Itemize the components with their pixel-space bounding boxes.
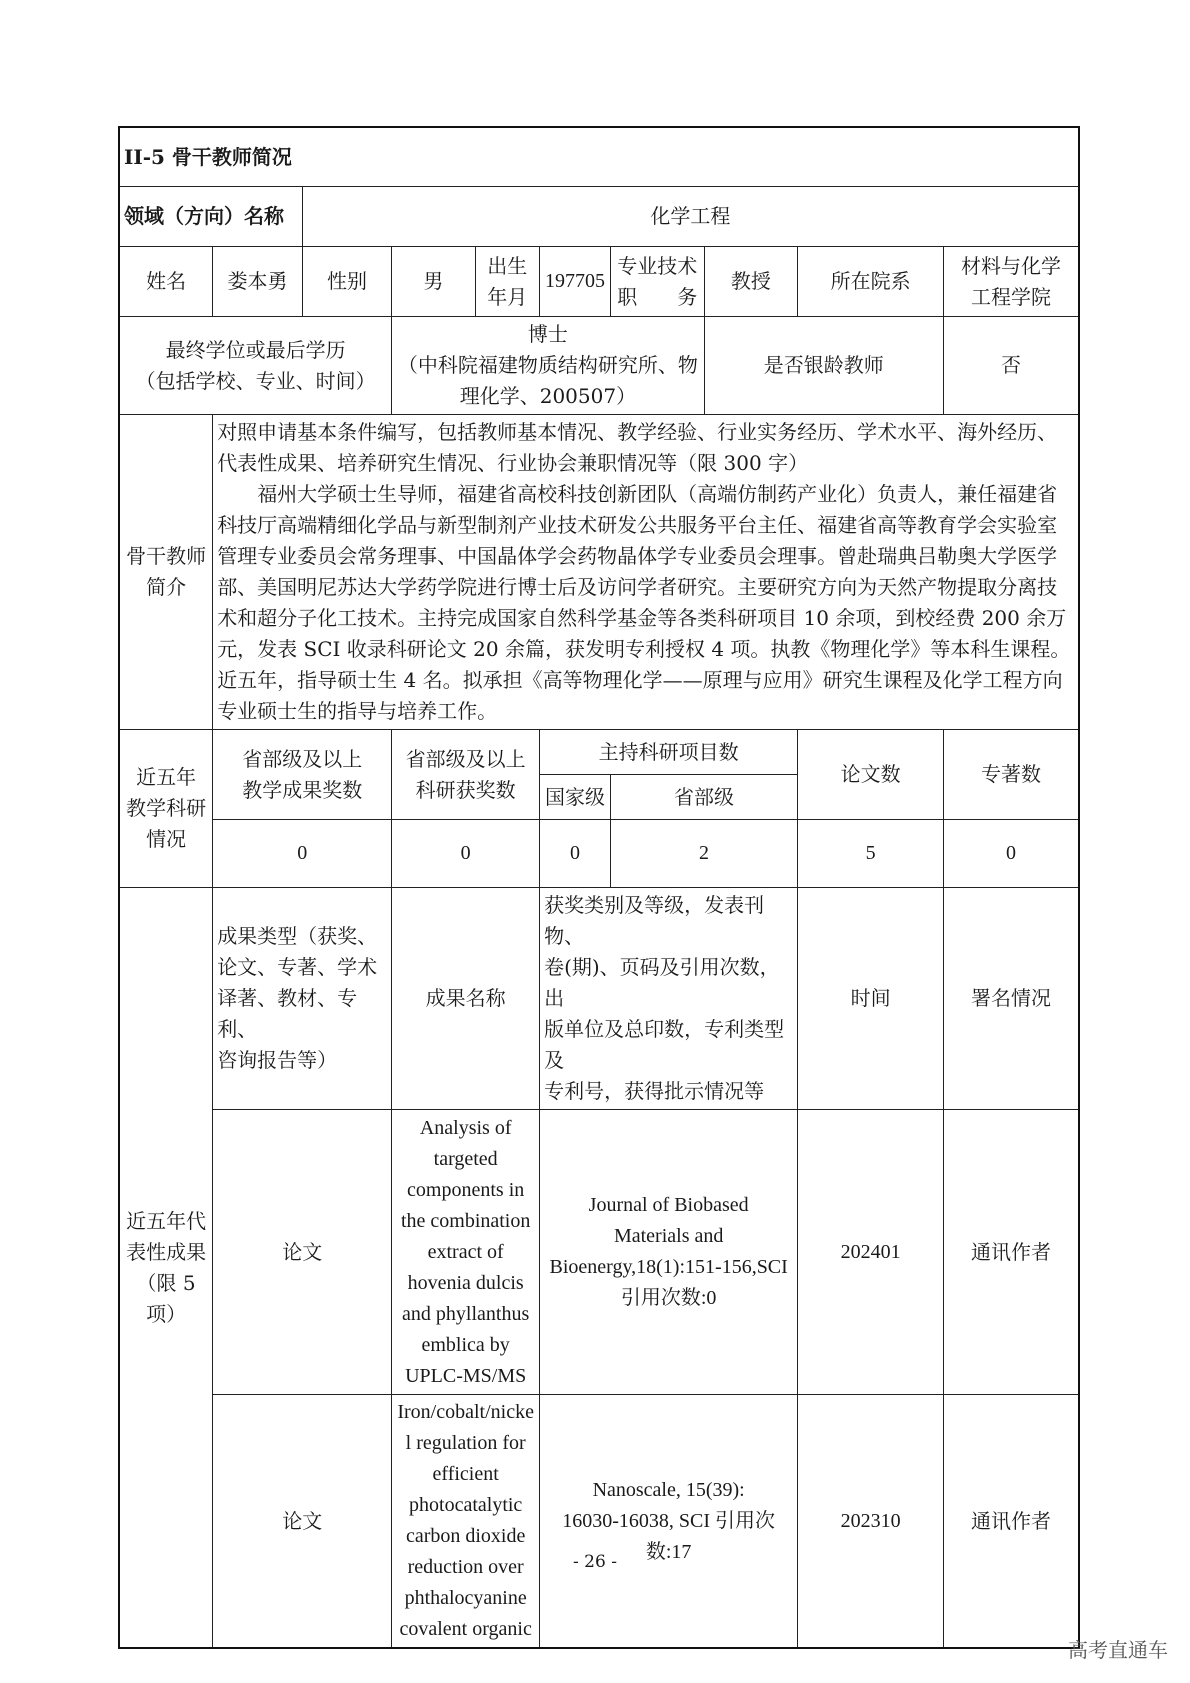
watermark: 高考直通车 bbox=[1068, 1638, 1168, 1662]
achievements-label: 近五年代 表性成果 （限 5 项） bbox=[119, 888, 213, 1649]
achievement-name: Iron/cobalt/nicke l regulation for efficient photocatalytic carbon dioxide reduction over phthalocyanine covalent organic bbox=[392, 1395, 540, 1649]
degree-label: 最终学位或最后学历 （包括学校、专业、时间） bbox=[119, 317, 392, 415]
intro-instruction: 对照申请基本条件编写，包括教师基本情况、教学经验、行业实务经历、学术水平、海外经历、代表性成果、培养研究生情况、行业协会兼职情况等（限 300 字） bbox=[217, 420, 1058, 475]
name-value: 娄本勇 bbox=[213, 247, 303, 317]
gender-label: 性别 bbox=[302, 247, 392, 317]
achievement-time: 202310 bbox=[798, 1395, 944, 1649]
achievement-type: 论文 bbox=[213, 1395, 392, 1649]
degree-row bbox=[119, 317, 1079, 415]
silver-teacher-label: 是否银龄教师 bbox=[704, 317, 943, 415]
teach-award-value: 0 bbox=[213, 820, 392, 888]
research-award-label: 省部级及以上 科研获奖数 bbox=[392, 730, 540, 820]
birth-value: 197705 bbox=[540, 247, 611, 317]
title-label: 专业技术 职 务 bbox=[610, 247, 704, 317]
achievement-time: 202401 bbox=[798, 1110, 944, 1395]
teach-award-label: 省部级及以上 教学成果奖数 bbox=[213, 730, 392, 820]
intro-content bbox=[213, 415, 1079, 730]
provincial-value: 2 bbox=[610, 820, 797, 888]
name-label: 姓名 bbox=[119, 247, 213, 317]
achievement-row bbox=[119, 1110, 1079, 1395]
intro-label: 骨干教师 简介 bbox=[119, 415, 213, 730]
achievement-author: 通讯作者 bbox=[943, 1395, 1079, 1649]
dept-value: 材料与化学 工程学院 bbox=[943, 247, 1079, 317]
author-header: 署名情况 bbox=[943, 888, 1079, 1110]
silver-teacher-value: 否 bbox=[943, 317, 1079, 415]
form-container bbox=[118, 126, 1080, 1649]
papers-value: 5 bbox=[798, 820, 944, 888]
gender-value: 男 bbox=[392, 247, 475, 317]
time-header: 时间 bbox=[798, 888, 944, 1110]
research-award-value: 0 bbox=[392, 820, 540, 888]
teacher-profile-table bbox=[118, 126, 1080, 1649]
degree-value: 博士 （中科院福建物质结构研究所、物 理化学、200507） bbox=[392, 317, 704, 415]
achievement-type: 论文 bbox=[213, 1110, 392, 1395]
provincial-label: 省部级 bbox=[610, 775, 797, 820]
field-row bbox=[119, 187, 1079, 247]
field-label: 领域（方向）名称 bbox=[119, 187, 302, 247]
achievements-header-row bbox=[119, 888, 1079, 1110]
achievement-row bbox=[119, 1395, 1079, 1649]
person-row bbox=[119, 247, 1079, 317]
page-number: - 26 - bbox=[573, 1552, 617, 1572]
national-value: 0 bbox=[540, 820, 611, 888]
detail-header: 获奖类别及等级，发表刊物、 卷(期)、页码及引用次数，出 版单位及总印数，专利类型及 专利号，获得批示情况等 bbox=[540, 888, 798, 1110]
intro-row bbox=[119, 415, 1079, 730]
stats-label: 近五年 教学科研 情况 bbox=[119, 730, 213, 888]
stats-values-row bbox=[119, 820, 1079, 888]
achievement-detail: Nanoscale, 15(39): 16030-16038, SCI 引用次 数:17 bbox=[540, 1395, 798, 1649]
papers-label: 论文数 bbox=[798, 730, 944, 820]
books-value: 0 bbox=[943, 820, 1079, 888]
title-value: 教授 bbox=[704, 247, 798, 317]
books-label: 专著数 bbox=[943, 730, 1079, 820]
type-header: 成果类型（获奖、 论文、专著、学术 译著、教材、专利、 咨询报告等） bbox=[213, 888, 392, 1110]
stats-header-row-1 bbox=[119, 730, 1079, 775]
intro-body: 福州大学硕士生导师，福建省高校科技创新团队（高端仿制药产业化）负责人，兼任福建省科技厅高端精细化学品与新型制剂产业技术研发公共服务平台主任、福建省高等教育学会实验室管理专业委员会常务理事、中国晶体学会药物晶体学专业委员会理事。曾赴瑞典吕勒奥大学医学部、美国明尼苏达大学药学院进行博士后及访问学者研究。主要研究方向为天然产物提取分离技术和超分子化工技术。主持完成国家自然科学基金等各类科研项目 10 余项，到校经费 200 余万元，发表 SCI 收录科研论文 20 余篇，获发明专利授权 4 项。执教《物理化学》等本科生课程。近五年，指导硕士生 4 名。拟承担《高等物理化学——原理与应用》研究生课程及化学工程方向专业硕士生的指导与培养工作。 bbox=[217, 482, 1071, 723]
dept-label: 所在院系 bbox=[798, 247, 944, 317]
achievement-author: 通讯作者 bbox=[943, 1110, 1079, 1395]
birth-label: 出生 年月 bbox=[475, 247, 540, 317]
national-label: 国家级 bbox=[540, 775, 611, 820]
name-header: 成果名称 bbox=[392, 888, 540, 1110]
section-title-row bbox=[119, 127, 1079, 187]
achievement-detail: Journal of Biobased Materials and Bioenergy,18(1):151-156,SCI 引用次数:0 bbox=[540, 1110, 798, 1395]
section-title: II-5 骨干教师简况 bbox=[119, 127, 1079, 187]
projects-label: 主持科研项目数 bbox=[540, 730, 798, 775]
achievement-name: Analysis of targeted components in the combination extract of hovenia dulcis and phyllanthus emblica by UPLC-MS/MS bbox=[392, 1110, 540, 1395]
field-value: 化学工程 bbox=[302, 187, 1079, 247]
